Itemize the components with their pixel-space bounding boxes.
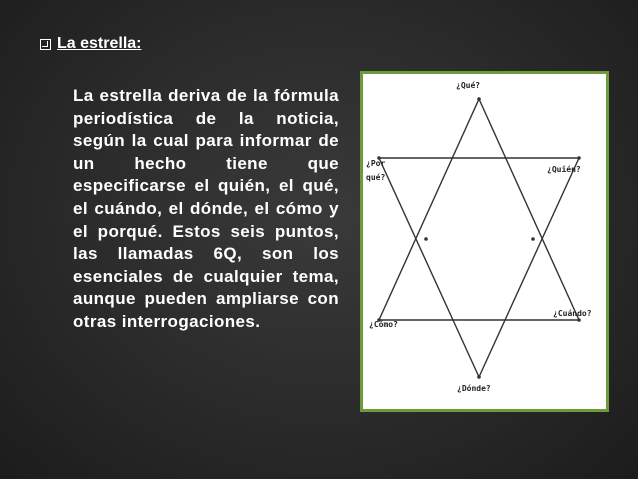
checkbox-bullet-icon xyxy=(40,39,51,50)
star-diagram xyxy=(360,71,609,412)
star-of-david-graphic xyxy=(363,74,606,409)
heading-text: La estrella: xyxy=(57,35,142,52)
label-cuando: ¿Cuándo? xyxy=(553,309,592,318)
label-donde: ¿Dónde? xyxy=(457,384,491,393)
label-por-que-2: qué? xyxy=(366,173,386,182)
label-como: ¿Cómo? xyxy=(369,320,398,329)
slide-heading xyxy=(40,35,141,53)
label-quien: ¿Quién? xyxy=(547,165,581,174)
label-que: ¿Qué? xyxy=(456,81,481,90)
label-por-que-1: ¿Por xyxy=(366,159,386,168)
triangle-up xyxy=(379,99,579,320)
triangle-down xyxy=(379,158,579,377)
body-paragraph: La estrella deriva de la fórmula periodística de la noticia, según la cual para informar de un hecho tiene que especificarse el quién, el qué, el cuándo, el dónde, el cómo y el porqué. Estos seis puntos, las llamadas 6Q, son los esenciales de cualquier tema, aunque pueden ampliarse con otras interrogaciones. xyxy=(73,86,339,331)
